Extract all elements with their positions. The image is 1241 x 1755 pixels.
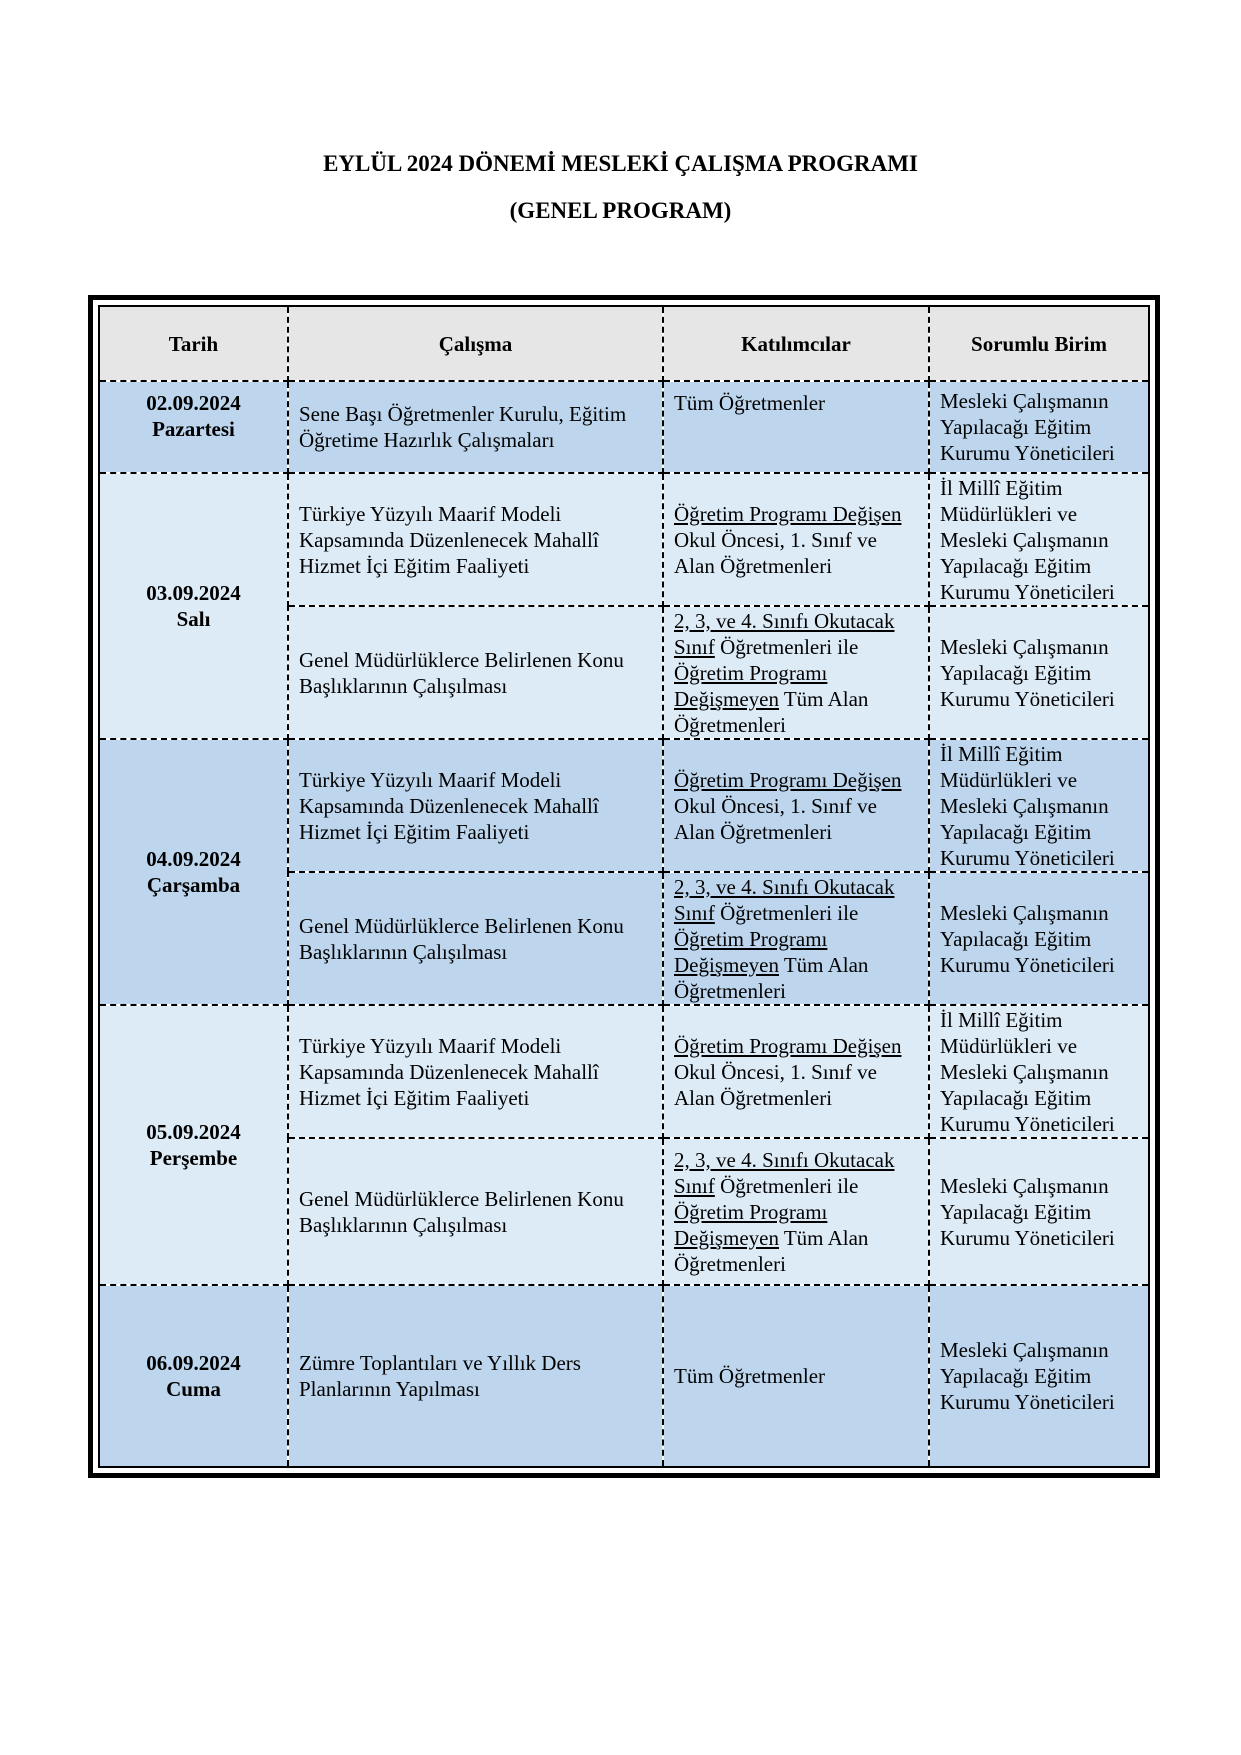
participants-text: Öğretmenleri ile (714, 1173, 859, 1198)
participants-cell (663, 606, 929, 739)
participants-underlined: 2, 3, ve 4. Sınıfı Okutacak Sınıf (674, 608, 895, 659)
day-name: Pazartesi (152, 417, 235, 441)
participants-underlined: Öğretim Programı Değişen (674, 1033, 902, 1058)
date-value: 02.09.2024 (146, 391, 241, 415)
date-value: 05.09.2024 (146, 1120, 241, 1144)
header-work: Çalışma (288, 306, 663, 381)
participants-underlined: Öğretim Programı Değişmeyen (674, 1199, 828, 1250)
responsible-cell: Mesleki Çalışmanın Yapılacağı Eğitim Kurumu Yöneticileri (929, 1285, 1149, 1467)
date-value: 06.09.2024 (146, 1351, 241, 1375)
participants-underlined: 2, 3, ve 4. Sınıfı Okutacak Sınıf (674, 874, 895, 925)
participants-underlined: Öğretim Programı Değişmeyen (674, 660, 828, 711)
schedule-frame (88, 295, 1160, 1478)
responsible-cell: Mesleki Çalışmanın Yapılacağı Eğitim Kurumu Yöneticileri (929, 381, 1149, 473)
participants-text: Okul Öncesi, 1. Sınıf ve Alan Öğretmenleri (674, 527, 877, 578)
responsible-cell: Mesleki Çalışmanın Yapılacağı Eğitim Kurumu Yöneticileri (929, 872, 1149, 1005)
work-cell: Genel Müdürlüklerce Belirlenen Konu Başlıklarının Çalışılması (288, 606, 663, 739)
participants-text: Tüm Alan Öğretmenleri (674, 1225, 869, 1276)
participants-underlined: Öğretim Programı Değişen (674, 767, 902, 792)
day-name: Salı (176, 607, 211, 631)
work-cell: Türkiye Yüzyılı Maarif Modeli Kapsamında Düzenlenecek Mahallî Hizmet İçi Eğitim Faaliyeti (288, 473, 663, 606)
participants-cell: Tüm Öğretmenler (663, 1285, 929, 1467)
header-participants: Katılımcılar (663, 306, 929, 381)
day-name: Çarşamba (146, 873, 241, 897)
participants-text: Öğretmenleri ile (714, 634, 859, 659)
work-cell: Genel Müdürlüklerce Belirlenen Konu Başlıklarının Çalışılması (288, 1138, 663, 1285)
day-name: Perşembe (149, 1146, 238, 1170)
participants-cell (663, 739, 929, 872)
participants-cell (663, 1138, 929, 1285)
participants-text: Okul Öncesi, 1. Sınıf ve Alan Öğretmenleri (674, 1059, 877, 1110)
responsible-cell: İl Millî Eğitim Müdürlükleri ve Mesleki Çalışmanın Yapılacağı Eğitim Kurumu Yöneticileri (929, 739, 1149, 872)
work-cell: Zümre Toplantıları ve Yıllık Ders Planlarının Yapılması (288, 1285, 663, 1467)
participants-cell (663, 1005, 929, 1138)
date-cell (99, 1005, 288, 1285)
table-row (99, 381, 1149, 473)
date-value: 03.09.2024 (146, 581, 241, 605)
work-cell: Genel Müdürlüklerce Belirlenen Konu Başlıklarının Çalışılması (288, 872, 663, 1005)
header-responsible: Sorumlu Birim (929, 306, 1149, 381)
date-cell (99, 1285, 288, 1467)
table-row (99, 473, 1149, 606)
responsible-cell: İl Millî Eğitim Müdürlükleri ve Mesleki Çalışmanın Yapılacağı Eğitim Kurumu Yöneticileri (929, 473, 1149, 606)
schedule-table (98, 305, 1150, 1468)
participants-underlined: Öğretim Programı Değişen (674, 501, 902, 526)
participants-text: Öğretmenleri ile (714, 900, 859, 925)
participants-underlined: 2, 3, ve 4. Sınıfı Okutacak Sınıf (674, 1147, 895, 1198)
participants-text: Tüm Alan Öğretmenleri (674, 952, 869, 1003)
page-title: EYLÜL 2024 DÖNEMİ MESLEKİ ÇALIŞMA PROGRAMI (323, 151, 918, 176)
work-cell: Türkiye Yüzyılı Maarif Modeli Kapsamında Düzenlenecek Mahallî Hizmet İçi Eğitim Faaliyeti (288, 739, 663, 872)
participants-underlined: Öğretim Programı Değişmeyen (674, 926, 828, 977)
table-row (99, 1005, 1149, 1138)
participants-cell: Tüm Öğretmenler (663, 381, 929, 473)
page-subtitle: (GENEL PROGRAM) (509, 198, 732, 223)
responsible-cell: Mesleki Çalışmanın Yapılacağı Eğitim Kurumu Yöneticileri (929, 1138, 1149, 1285)
work-cell: Sene Başı Öğretmenler Kurulu, Eğitim Öğretime Hazırlık Çalışmaları (288, 381, 663, 473)
day-name: Cuma (166, 1377, 221, 1401)
participants-cell (663, 473, 929, 606)
work-cell: Türkiye Yüzyılı Maarif Modeli Kapsamında Düzenlenecek Mahallî Hizmet İçi Eğitim Faaliyeti (288, 1005, 663, 1138)
participants-text: Okul Öncesi, 1. Sınıf ve Alan Öğretmenleri (674, 793, 877, 844)
date-value: 04.09.2024 (146, 847, 241, 871)
participants-cell (663, 872, 929, 1005)
header-date: Tarih (99, 306, 288, 381)
responsible-cell: Mesleki Çalışmanın Yapılacağı Eğitim Kurumu Yöneticileri (929, 606, 1149, 739)
date-cell (99, 473, 288, 739)
participants-text: Tüm Alan Öğretmenleri (674, 686, 869, 737)
responsible-cell: İl Millî Eğitim Müdürlükleri ve Mesleki Çalışmanın Yapılacağı Eğitim Kurumu Yöneticileri (929, 1005, 1149, 1138)
table-row (99, 739, 1149, 872)
date-cell (99, 739, 288, 1005)
table-row (99, 1285, 1149, 1467)
date-cell (99, 381, 288, 473)
